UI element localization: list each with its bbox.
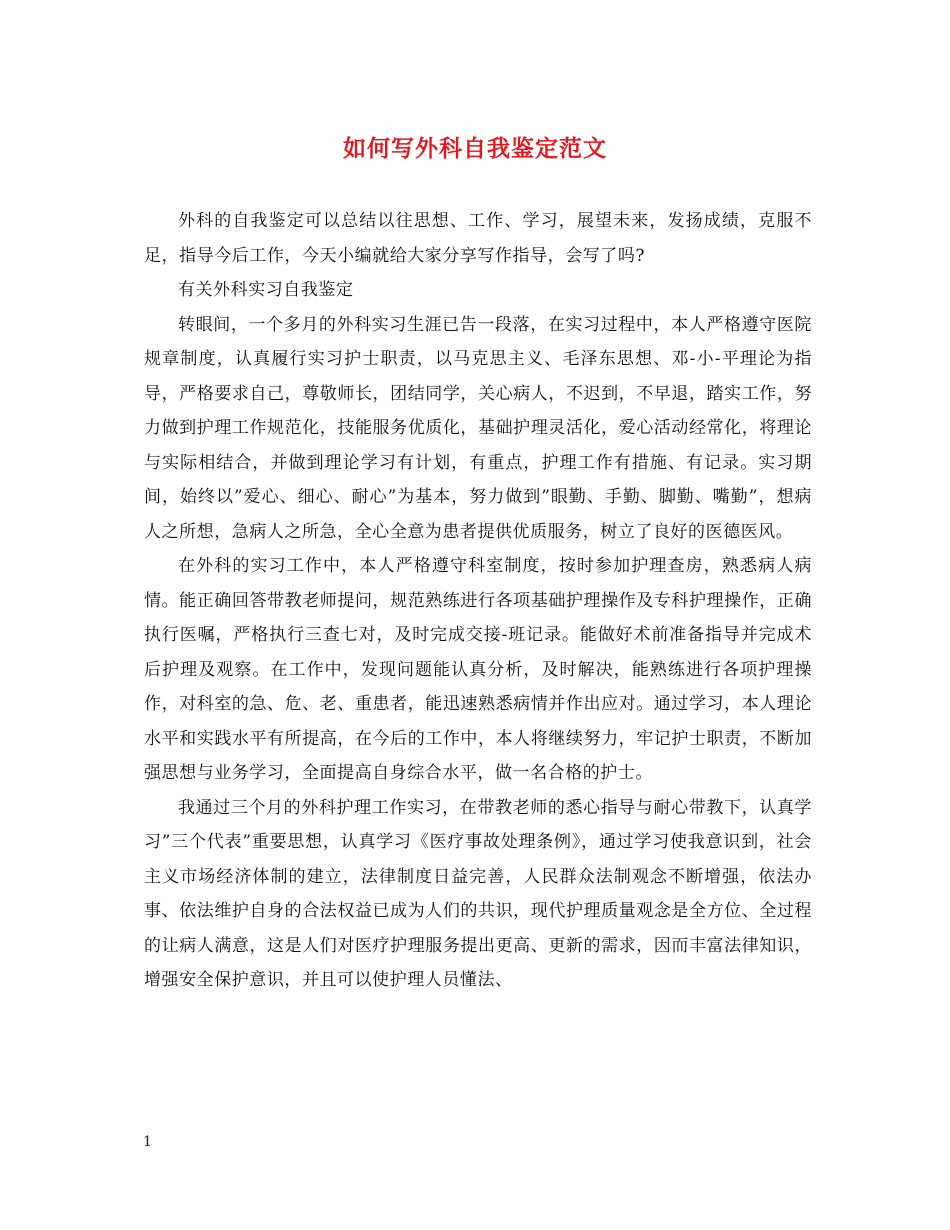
paragraph-surgical-work: 在外科的实习工作中，本人严格遵守科室制度，按时参加护理查房，熟悉病人病情。能正确回答带教老师提问，规范熟练进行各项基础护理操作及专科护理操作，正确执行医嘱，严格执行三查七对，及时完成交接-班记录。能做好术前准备指导并完成术后护理及观察。在工作中，发现问题能认真分析，及时解决，能熟练进行各项护理操作，对科室的急、危、老、重患者，能迅速熟悉病情并作出应对。通过学习，本人理论水平和实践水平有所提高，在今后的工作中，本人将继续努力，牢记护士职责，不断加强思想与业务学习，全面提高自身综合水平，做一名合格的护士。 [144,556,812,783]
page-number: 1 [143,1134,152,1150]
paragraph-intro: 外科的自我鉴定可以总结以往思想、工作、学习，展望未来，发扬成绩，克服不足，指导今后工作，今天小编就给大家分享写作指导，会写了吗? [144,211,812,266]
document-title: 如何写外科自我鉴定范文 [343,135,607,162]
paragraph-subheading: 有关外科实习自我鉴定 [178,280,354,300]
document-body [144,204,812,998]
paragraph-internship-summary: 转眼间，一个多月的外科实习生涯已告一段落，在实习过程中，本人严格遵守医院规章制度，认真履行实习护士职责，以马克思主义、毛泽东思想、邓-小-平理论为指导，严格要求自己，尊敬师长，团结同学，关心病人，不迟到，不早退，踏实工作，努力做到护理工作规范化，技能服务优质化，基础护理灵活化，爱心活动经常化，将理论与实际相结合，并做到理论学习有计划，有重点，护理工作有措施、有记录。实习期间，始终以”爱心、细心、耐心”为基本，努力做到”眼勤、手勤、脚勤、嘴勤”，想病人之所想，急病人之所急，全心全意为患者提供优质服务，树立了良好的医德医风。 [144,314,812,542]
paragraph-three-months: 我通过三个月的外科护理工作实习，在带教老师的悉心指导与耐心带教下，认真学习”三个代表”重要思想，认真学习《医疗事故处理条例》，通过学习使我意识到，社会主义市场经济体制的建立，法律制度日益完善，人民群众法制观念不断增强，依法办事、依法维护自身的合法权益已成为人们的共识，现代护理质量观念是全方位、全过程的让病人满意，这是人们对医疗护理服务提出更高、更新的需求，因而丰富法律知识，增强安全保护意识，并且可以使护理人员懂法、 [144,797,812,990]
